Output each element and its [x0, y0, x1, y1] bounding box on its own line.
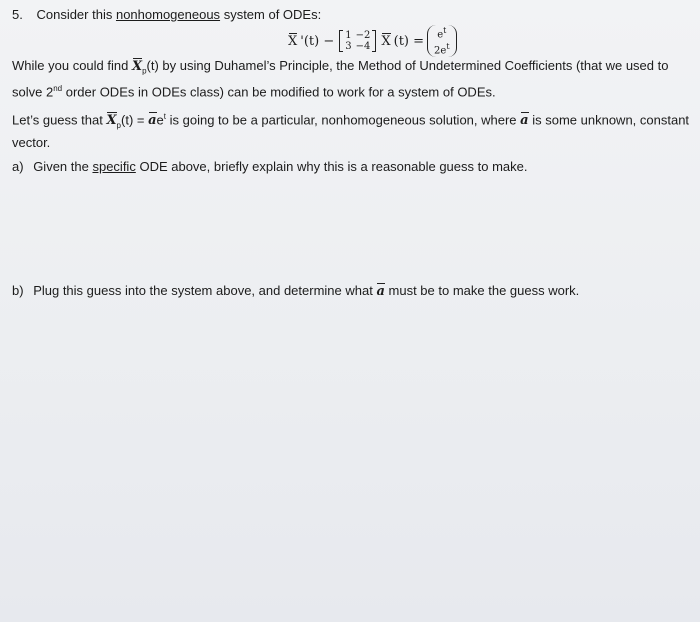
p1-subscript: p	[142, 66, 147, 76]
p2-text-d: is going to be a particular, nonhomogeneous solution, where	[169, 112, 517, 128]
matrix-a22: −4	[355, 41, 371, 52]
p2-text-e: is some unknown, constant vector.	[12, 112, 690, 150]
matrix-a12: −2	[355, 30, 371, 41]
p2-a-vector-2: a	[520, 113, 529, 129]
paragraph-guess	[12, 108, 692, 151]
p2-vector: X	[106, 113, 117, 129]
forcing-bottom: 2e	[434, 45, 447, 57]
p2-subscript: p	[116, 120, 121, 130]
part-a-text-a: Given the	[33, 159, 89, 174]
question-intro-end: system of ODEs:	[223, 7, 322, 22]
p2-text-b: (t) =	[121, 112, 145, 128]
part-a-underlined: specific	[92, 159, 136, 174]
question-intro: Consider this	[36, 7, 113, 22]
p2-text-a: Let’s guess that	[12, 112, 103, 128]
p1-vector: X	[131, 59, 143, 74]
matrix-a11: 1	[345, 30, 352, 41]
coefficient-matrix	[339, 30, 376, 52]
paragraph-duhamel	[12, 57, 692, 100]
part-a-label: a)	[12, 159, 24, 174]
question-underlined-word: nonhomogeneous	[115, 7, 221, 22]
p1-text-c: order ODEs in ODEs class) can be modified to work for a system of ODEs.	[65, 83, 496, 99]
part-a-text-b: ODE above, briefly explain why this is a reasonable guess to make.	[139, 159, 528, 174]
question-number: 5.	[12, 7, 23, 22]
part-a	[12, 158, 692, 175]
part-b-text-b: must be to make the guess work.	[388, 283, 580, 298]
ode-system-equation	[288, 26, 457, 56]
forcing-vector: $e^t$ $2e^t$	[427, 25, 457, 58]
p1-superscript: nd	[53, 83, 63, 93]
p1-text-a: While you could find	[12, 58, 129, 73]
question-header	[12, 6, 321, 23]
p2-superscript: t	[163, 112, 167, 121]
p2-text-c: e	[156, 112, 164, 128]
lhs-vector: X	[288, 33, 298, 49]
part-b-label: b)	[12, 283, 24, 298]
forcing-top: e	[437, 29, 444, 40]
part-b-a-vector: a	[376, 284, 385, 299]
matrix-a21: 3	[345, 41, 352, 52]
part-b	[12, 282, 692, 300]
p2-a-vector: a	[148, 113, 157, 129]
part-b-text-a: Plug this guess into the system above, and determine what	[33, 283, 373, 298]
rhs-vector: X	[381, 33, 391, 49]
lhs-prime: '(t) −	[300, 33, 335, 49]
rhs-arg: (t) =	[393, 33, 425, 49]
p1-text-b: (t) by using Duhamel’s Principle, the Method of Undetermined Coefficients (that we used to solve 2	[12, 58, 669, 99]
